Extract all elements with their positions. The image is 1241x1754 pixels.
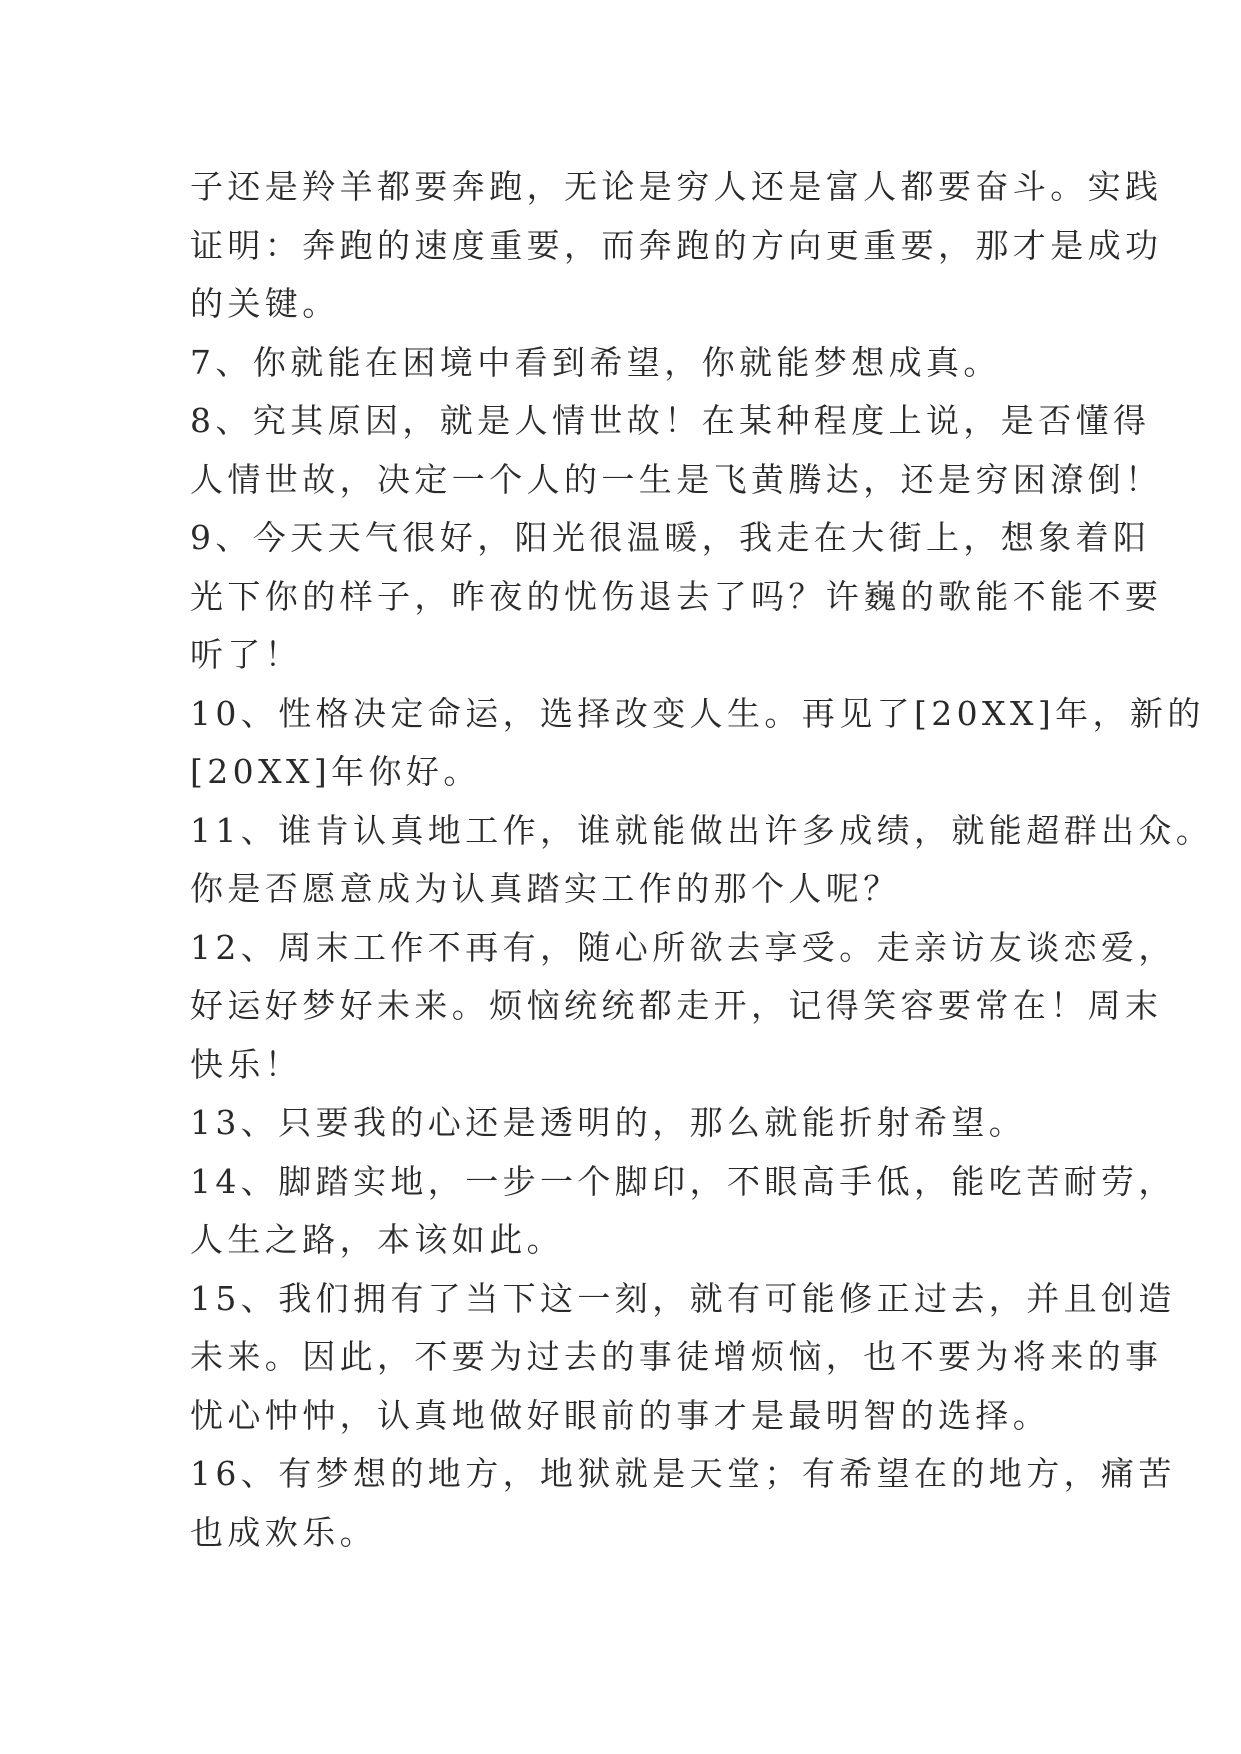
text-line: 证明：奔跑的速度重要，而奔跑的方向更重要，那才是成功 [190, 225, 1163, 265]
text-line: 7、你就能在困境中看到希望，你就能梦想成真。 [190, 342, 1001, 382]
document-body [190, 158, 1214, 1562]
text-line: 人情世故，决定一个人的一生是飞黄腾达，还是穷困潦倒！ [190, 459, 1163, 499]
text-line: 子还是羚羊都要奔跑，无论是穷人还是富人都要奋斗。实践 [190, 167, 1163, 206]
text-line: 11、谁肯认真地工作，谁就能做出许多成绩，就能超群出众。 [190, 810, 1214, 850]
text-line: 听了！ [190, 635, 303, 674]
text-line: 未来。因此，不要为过去的事徒增烦恼，也不要为将来的事 [190, 1337, 1163, 1376]
text-line: 忧心忡忡，认真地做好眼前的事才是最明智的选择。 [190, 1395, 1051, 1435]
text-line: 8、究其原因，就是人情世故！在某种程度上说，是否懂得 [190, 401, 1151, 440]
text-line: 12、周末工作不再有，随心所欲去享受。走亲访友谈恋爱， [190, 927, 1176, 967]
text-line: 15、我们拥有了当下这一刻，就有可能修正过去，并且创造 [190, 1278, 1176, 1318]
text-line: 10、性格决定命运，选择改变人生。再见了[20XX]年，新的 [190, 693, 1205, 733]
text-line: 人生之路，本该如此。 [190, 1220, 564, 1259]
text-line: 快乐！ [190, 1044, 303, 1084]
text-line: [20XX]年你好。 [190, 752, 481, 791]
text-line: 的关键。 [190, 284, 340, 323]
text-line: 14、脚踏实地，一步一个脚印，不眼高手低，能吃苦耐劳， [190, 1161, 1176, 1201]
text-line: 16、有梦想的地方，地狱就是天堂；有希望在的地方，痛苦 [190, 1454, 1176, 1493]
text-line: 也成欢乐。 [190, 1512, 377, 1552]
text-line: 光下你的样子，昨夜的忧伤退去了吗？许巍的歌能不能不要 [190, 576, 1163, 616]
text-line: 你是否愿意成为认真踏实工作的那个人呢？ [190, 869, 901, 908]
text-line: 13、只要我的心还是透明的，那么就能折射希望。 [190, 1103, 1027, 1142]
text-line: 9、今天天气很好，阳光很温暖，我走在大街上，想象着阳 [190, 518, 1151, 557]
text-line: 好运好梦好未来。烦恼统统都走开，记得笑容要常在！周末 [190, 986, 1163, 1025]
